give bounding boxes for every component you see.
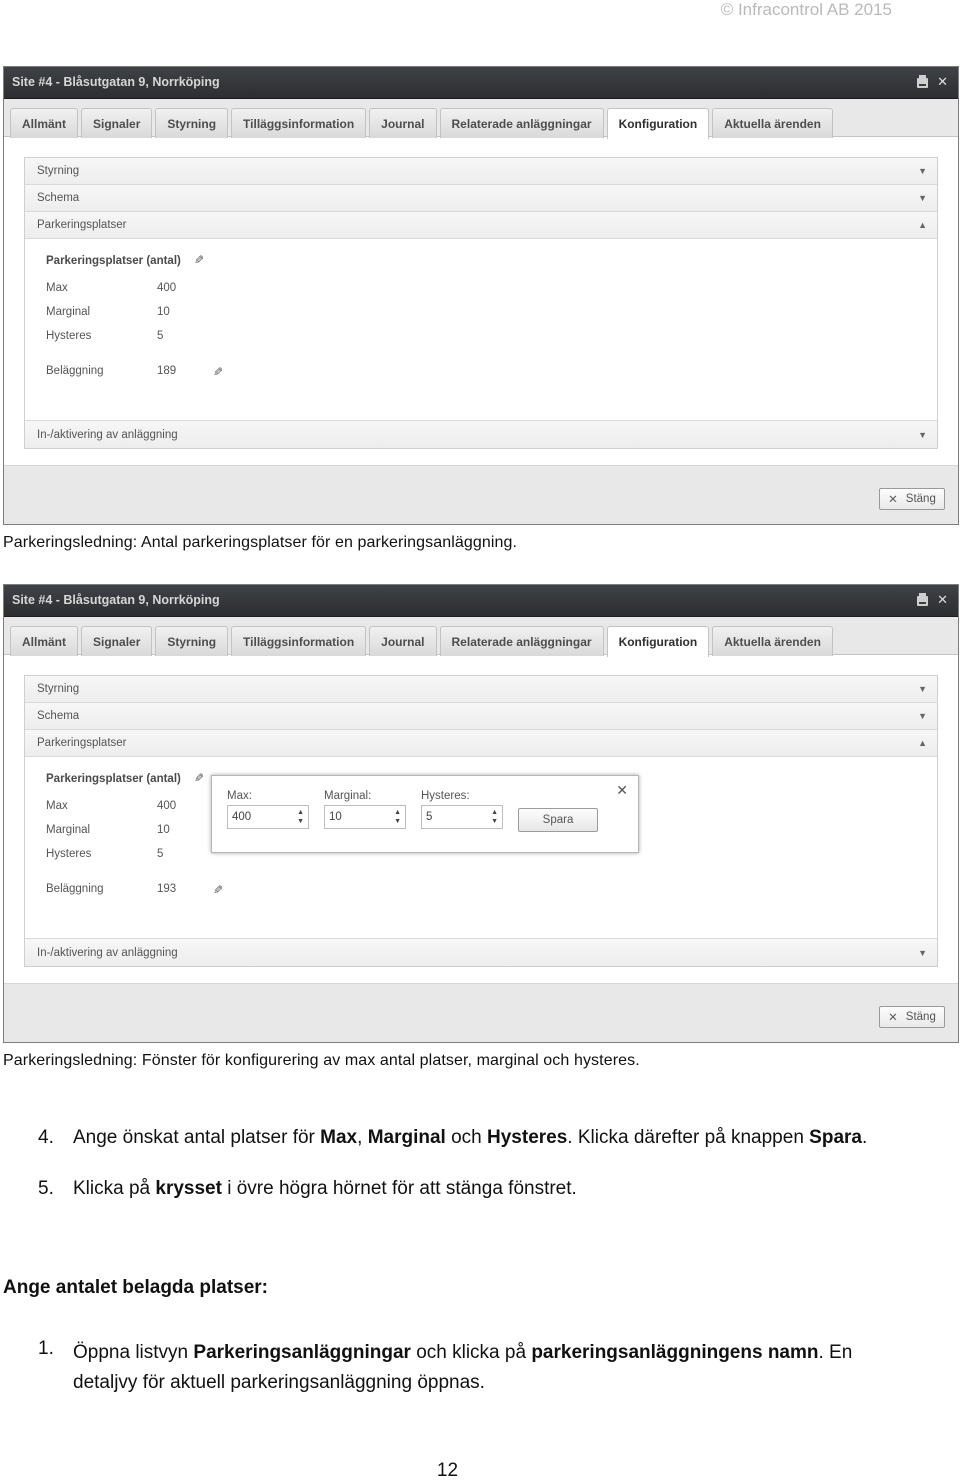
marginal-label: Marginal [46, 306, 91, 318]
accordion-parkeringsplatser[interactable] [25, 730, 937, 757]
belaggning-label: Beläggning [46, 883, 104, 895]
print-icon[interactable] [917, 78, 928, 88]
parking-heading: Parkeringsplatser (antal) [46, 773, 181, 785]
edit-belaggning-icon[interactable]: ✎ [213, 365, 224, 379]
parkeringsplatser-body [25, 239, 937, 421]
parkeringsplatser-body [25, 757, 937, 939]
config-accordion [24, 675, 938, 967]
belaggning-row [46, 365, 224, 379]
expand-icon: ▼ [918, 947, 927, 958]
tab-relaterade-anlaggningar[interactable]: Relaterade anläggningar [440, 626, 604, 656]
belaggning-value: 193 [157, 883, 177, 895]
step-4-text: Ange önskat antal platser för Max, Marginal och Hysteres. Klicka därefter på knappen Spara. [73, 1127, 868, 1148]
stepper-down-icon[interactable]: ▼ [297, 818, 304, 825]
hysteres-value: 5 [157, 848, 164, 860]
marginal-row [46, 824, 170, 836]
close-button[interactable] [879, 1006, 945, 1028]
tab-bar [4, 99, 958, 137]
marginal-field-label: Marginal: [324, 790, 372, 802]
accordion-styrning[interactable] [25, 158, 937, 185]
tab-styrning[interactable]: Styrning [155, 108, 228, 138]
tab-signaler[interactable]: Signaler [81, 108, 152, 138]
close-icon: ✕ [888, 494, 898, 506]
section-heading: Ange antalet belagda platser: [3, 1277, 269, 1298]
site-window-screenshot-2 [3, 584, 959, 1043]
hysteres-row [46, 848, 164, 860]
page-number: 12 [436, 1460, 459, 1480]
hysteres-value: 5 [157, 330, 164, 342]
step-1-text: Öppna listvyn Parkeringsanläggningar och klicka på parkeringsanläggningens namn. En detaljvy för aktuell parkeringsanläggning öppnas. [73, 1342, 853, 1393]
expand-icon: ▼ [918, 684, 927, 694]
tab-allmant[interactable]: Allmänt [10, 626, 78, 656]
save-button[interactable]: Spara [518, 808, 598, 832]
max-value: 400 [157, 282, 177, 294]
site-window-screenshot-1 [3, 66, 959, 525]
tab-allmant[interactable]: Allmänt [10, 108, 78, 138]
hysteres-field [421, 790, 503, 829]
marginal-value: 10 [157, 824, 170, 836]
marginal-value: 10 [157, 306, 170, 318]
max-value: 400 [157, 800, 177, 812]
accordion-aktivering[interactable] [25, 939, 937, 966]
close-button-label: Stäng [905, 493, 936, 505]
tab-tillaggsinformation[interactable]: Tilläggsinformation [231, 108, 366, 138]
accordion-aktivering[interactable] [25, 421, 937, 448]
accordion-aktivering-label: In-/aktivering av anläggning [37, 428, 178, 441]
marginal-label: Marginal [46, 824, 91, 836]
accordion-schema[interactable] [25, 185, 937, 212]
hysteres-row [46, 330, 164, 342]
expand-icon: ▼ [918, 193, 927, 203]
stepper-down-icon[interactable]: ▼ [491, 818, 498, 825]
close-window-icon[interactable]: ✕ [937, 74, 948, 89]
max-field [227, 790, 309, 829]
configuration-panel [4, 655, 958, 983]
close-icon: ✕ [888, 1012, 898, 1024]
hysteres-label: Hysteres [46, 848, 92, 860]
belaggning-value: 189 [157, 365, 177, 377]
edit-belaggning-icon[interactable]: ✎ [213, 883, 224, 897]
accordion-parkeringsplatser[interactable] [25, 212, 937, 239]
stepper-down-icon[interactable]: ▼ [394, 818, 401, 825]
accordion-schema[interactable] [25, 703, 937, 730]
stepper-up-icon[interactable]: ▲ [491, 809, 498, 816]
edit-parking-icon[interactable]: ✎ [194, 771, 205, 785]
hysteres-field-label: Hysteres: [421, 790, 470, 802]
marginal-field [324, 790, 406, 829]
window-footer [4, 983, 958, 1043]
max-label: Max [46, 800, 68, 812]
step-1-number: 1. [38, 1338, 54, 1359]
hysteres-stepper[interactable] [421, 805, 503, 829]
accordion-styrning-label: Styrning [37, 165, 80, 177]
expand-icon: ▼ [918, 429, 927, 440]
tab-konfiguration[interactable]: Konfiguration [607, 626, 710, 657]
belaggning-label: Beläggning [46, 365, 104, 377]
window-titlebar [4, 67, 958, 99]
collapse-icon: ▲ [918, 220, 927, 230]
stepper-up-icon[interactable]: ▲ [297, 809, 304, 816]
window-footer [4, 465, 958, 525]
tab-relaterade-anlaggningar[interactable]: Relaterade anläggningar [440, 108, 604, 138]
max-row [46, 282, 177, 294]
expand-icon: ▼ [918, 166, 927, 176]
tab-journal[interactable]: Journal [369, 626, 436, 656]
stepper-up-icon[interactable]: ▲ [394, 809, 401, 816]
tab-aktuella-arenden[interactable]: Aktuella ärenden [712, 108, 833, 138]
tab-tillaggsinformation[interactable]: Tilläggsinformation [231, 626, 366, 656]
marginal-stepper[interactable] [324, 805, 406, 829]
caption-1: Parkeringsledning: Antal parkeringsplatser för en parkeringsanläggning. [3, 534, 518, 551]
accordion-styrning[interactable] [25, 676, 937, 703]
max-row [46, 800, 177, 812]
tab-bar [4, 617, 958, 655]
max-field-label: Max: [227, 790, 252, 802]
tab-journal[interactable]: Journal [369, 108, 436, 138]
tab-styrning[interactable]: Styrning [155, 626, 228, 656]
config-accordion [24, 157, 938, 449]
edit-parking-icon[interactable]: ✎ [194, 253, 205, 267]
max-input[interactable]: 400 [232, 811, 252, 823]
accordion-parkeringsplatser-label: Parkeringsplatser [37, 737, 127, 749]
hysteres-input[interactable]: 5 [426, 811, 433, 823]
accordion-parkeringsplatser-label: Parkeringsplatser [37, 219, 127, 231]
tab-konfiguration[interactable]: Konfiguration [607, 108, 710, 139]
close-window-icon[interactable]: ✕ [937, 592, 948, 607]
caption-2: Parkeringsledning: Fönster för konfigurering av max antal platser, marginal och hysteres. [3, 1052, 640, 1069]
close-button[interactable] [879, 488, 945, 510]
tab-aktuella-arenden[interactable]: Aktuella ärenden [712, 626, 833, 656]
belaggning-row [46, 883, 224, 897]
hysteres-label: Hysteres [46, 330, 92, 342]
marginal-row [46, 306, 170, 318]
step-5-number: 5. [38, 1178, 54, 1199]
step-5-text: Klicka på krysset i övre högra hörnet för att stänga fönstret. [73, 1178, 577, 1199]
accordion-schema-label: Schema [37, 710, 80, 722]
parking-heading: Parkeringsplatser (antal) [46, 255, 181, 267]
copyright-notice: © Infracontrol AB 2015 [720, 0, 892, 19]
accordion-styrning-label: Styrning [37, 683, 80, 695]
accordion-aktivering-label: In-/aktivering av anläggning [37, 946, 178, 959]
modal-close-icon[interactable]: ✕ [616, 782, 628, 798]
step-4-number: 4. [38, 1127, 54, 1148]
window-title: Site #4 - Blåsutgatan 9, Norrköping [12, 75, 220, 89]
print-icon[interactable] [917, 596, 928, 606]
parking-config-modal [211, 775, 639, 853]
max-label: Max [46, 282, 68, 294]
expand-icon: ▼ [918, 711, 927, 721]
window-titlebar [4, 585, 958, 617]
configuration-panel [4, 137, 958, 465]
window-title: Site #4 - Blåsutgatan 9, Norrköping [12, 593, 220, 607]
marginal-input[interactable]: 10 [329, 811, 342, 823]
close-button-label: Stäng [905, 1011, 936, 1023]
tab-signaler[interactable]: Signaler [81, 626, 152, 656]
accordion-schema-label: Schema [37, 192, 80, 204]
max-stepper[interactable] [227, 805, 309, 829]
collapse-icon: ▲ [918, 738, 927, 748]
